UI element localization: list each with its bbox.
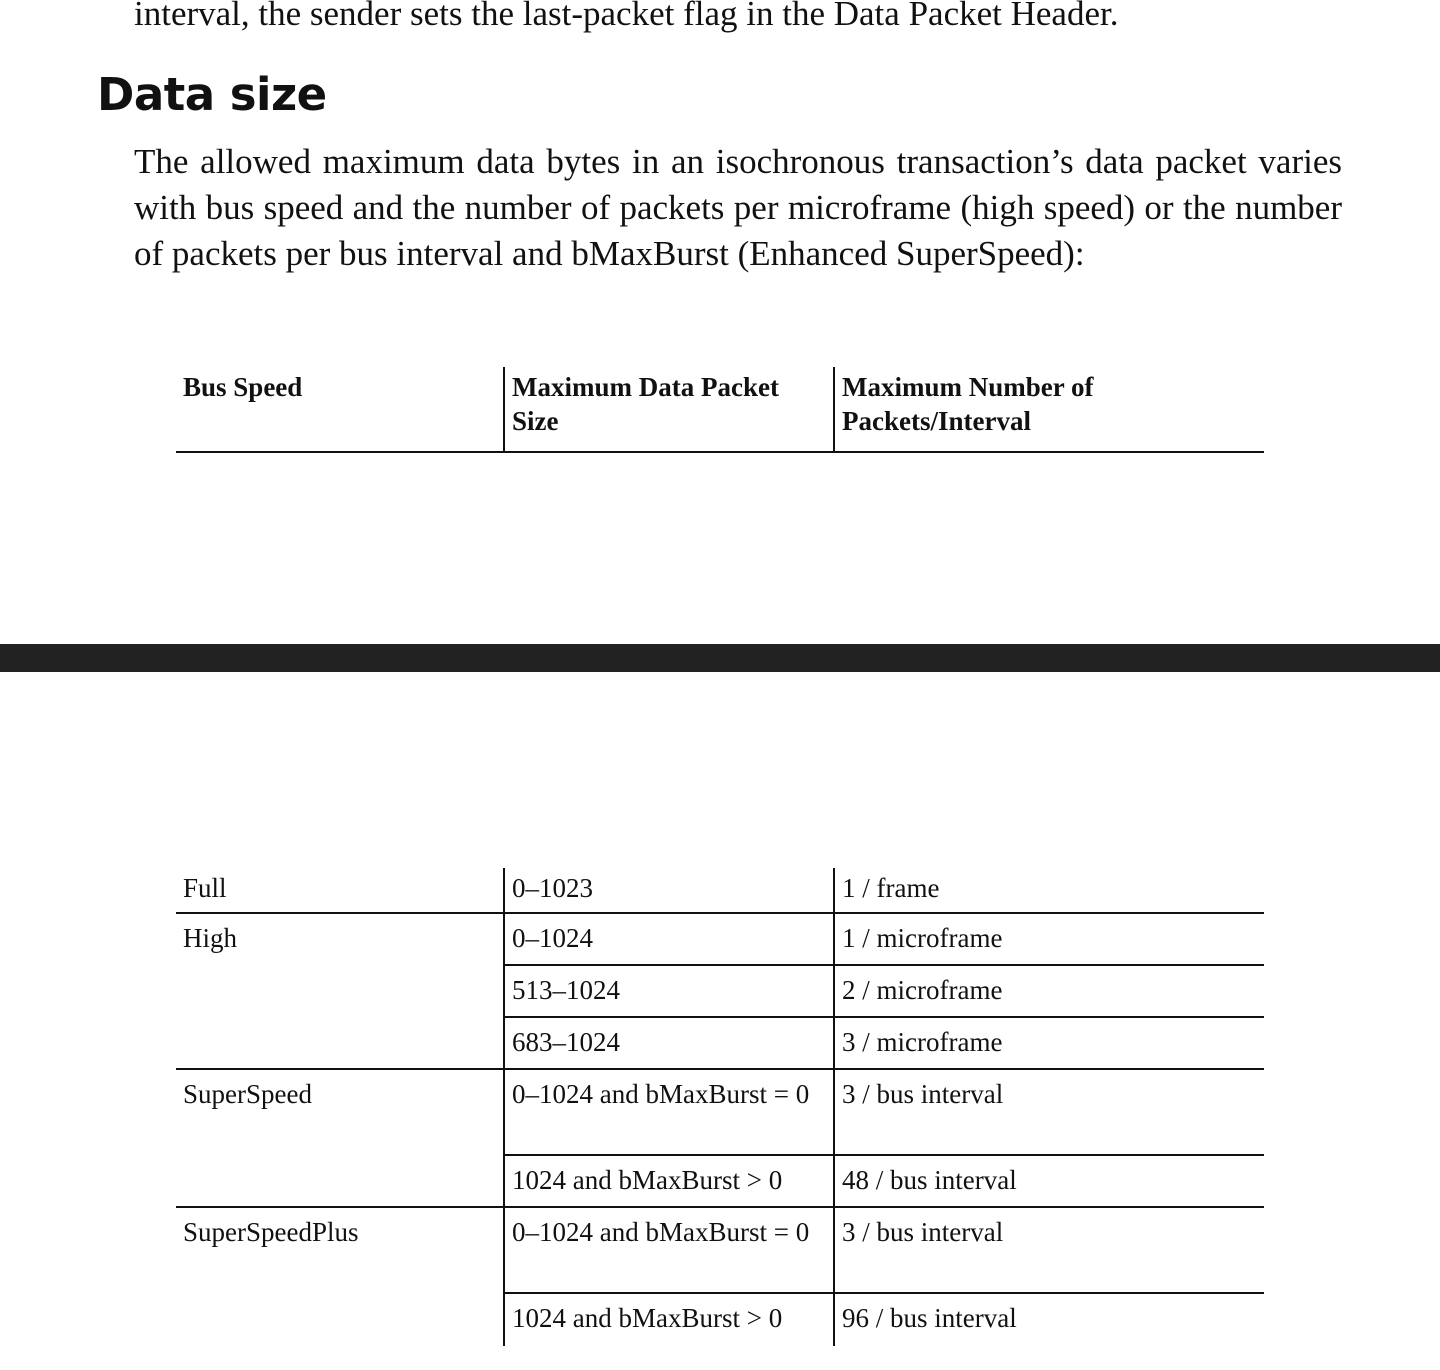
section-heading: Data size (97, 68, 327, 121)
table-row (176, 1208, 1264, 1294)
table-row (176, 914, 1264, 966)
header-bus-speed: Bus Speed (183, 372, 303, 402)
table-row (176, 1294, 1264, 1346)
cell-packet-size: 0–1024 and bMaxBurst = 0 (503, 1070, 833, 1156)
cell-packet-size: 0–1023 (503, 868, 833, 914)
cell-bus-speed: High (183, 923, 237, 953)
data-size-table-header (176, 367, 1264, 453)
data-size-table-body (176, 868, 1264, 1346)
cell-packets: 3 / microframe (833, 1018, 1264, 1070)
previous-paragraph-line: interval, the sender sets the last-packet flag in the Data Packet Header. (134, 0, 1119, 33)
page-break-band (0, 644, 1440, 672)
cell-packet-size: 513–1024 (503, 966, 833, 1018)
cell-packet-size: 0–1024 (503, 914, 833, 966)
cell-packets: 3 / bus interval (833, 1208, 1264, 1294)
header-max-packets: Maximum Number of Packets/Interval (833, 367, 1264, 451)
cell-packets: 48 / bus interval (833, 1156, 1264, 1208)
cell-bus-speed (176, 1156, 503, 1208)
cell-bus-speed: Full (176, 868, 503, 914)
cell-packet-size: 0–1024 and bMaxBurst = 0 (503, 1208, 833, 1294)
cell-packets: 1 / frame (833, 868, 1264, 914)
table-row (176, 1070, 1264, 1156)
cell-packet-size: 683–1024 (503, 1018, 833, 1070)
cell-bus-speed (176, 1294, 503, 1346)
cell-packets: 3 / bus interval (833, 1070, 1264, 1156)
table-row (176, 868, 1264, 914)
table-row (176, 966, 1264, 1018)
header-max-packet-size: Maximum Data Packet Size (503, 367, 833, 451)
section-paragraph: The allowed maximum data bytes in an isochronous transaction’s data packet varies with bus speed and the number of packets per microframe (high speed) or the number of packets per bus interval and bMaxBurst (Enhanced SuperSpeed): (134, 142, 1342, 273)
cell-bus-speed (176, 966, 503, 1018)
cell-packets: 1 / microframe (833, 914, 1264, 966)
table-row (176, 1156, 1264, 1208)
cell-packet-size: 1024 and bMaxBurst > 0 (503, 1156, 833, 1208)
cell-bus-speed (176, 1018, 503, 1070)
cell-bus-speed: SuperSpeedPlus (183, 1217, 359, 1247)
table-row (176, 1018, 1264, 1070)
cell-bus-speed: SuperSpeed (183, 1079, 312, 1109)
cell-packets: 96 / bus interval (833, 1294, 1264, 1346)
table-header-row (176, 367, 1264, 453)
cell-packets: 2 / microframe (833, 966, 1264, 1018)
cell-packet-size: 1024 and bMaxBurst > 0 (503, 1294, 833, 1346)
